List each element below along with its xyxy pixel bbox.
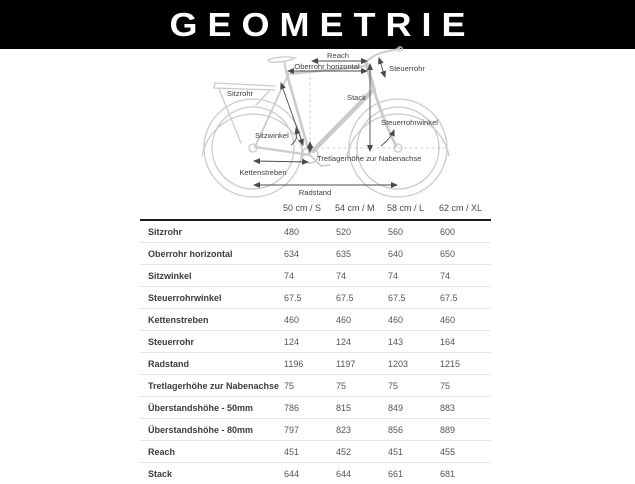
table-row <box>140 265 491 287</box>
table-row <box>140 331 491 353</box>
cell-value: 75 <box>439 375 491 397</box>
cell-value: 124 <box>283 331 335 353</box>
cell-value: 634 <box>283 243 335 265</box>
page-title: GEOMETRIE <box>159 5 475 44</box>
table-row <box>140 220 491 243</box>
cell-value: 1196 <box>283 353 335 375</box>
cell-value: 455 <box>439 441 491 463</box>
cell-value: 164 <box>439 331 491 353</box>
cell-value: 883 <box>439 397 491 419</box>
cell-value: 452 <box>335 441 387 463</box>
cell-value: 75 <box>283 375 335 397</box>
label-sitzwinkel: Sitzwinkel <box>255 131 289 140</box>
row-label: Stack <box>140 463 283 484</box>
cell-value: 460 <box>283 309 335 331</box>
table-row <box>140 463 491 484</box>
cell-value: 650 <box>439 243 491 265</box>
cell-value: 1203 <box>387 353 439 375</box>
column-header: 54 cm / M <box>335 196 387 220</box>
label-tretlagerhoehe: Tretlagerhöhe zur Nabenachse <box>317 154 421 163</box>
cell-value: 600 <box>439 220 491 243</box>
row-label: Sitzrohr <box>140 220 283 243</box>
row-label: Sitzwinkel <box>140 265 283 287</box>
row-label: Tretlagerhöhe zur Nabenachse <box>140 375 283 397</box>
label-reach: Reach <box>327 51 349 60</box>
row-label: Überstandshöhe - 50mm <box>140 397 283 419</box>
row-label: Reach <box>140 441 283 463</box>
label-oberrohr-horizontal: Oberrohr horizontal <box>294 62 360 71</box>
cell-value: 74 <box>283 265 335 287</box>
cell-value: 460 <box>335 309 387 331</box>
cell-value: 797 <box>283 419 335 441</box>
cell-value: 460 <box>439 309 491 331</box>
table-row <box>140 243 491 265</box>
cell-value: 560 <box>387 220 439 243</box>
table-row <box>140 309 491 331</box>
column-header-empty <box>140 196 283 220</box>
table-row <box>140 375 491 397</box>
cell-value: 849 <box>387 397 439 419</box>
row-label: Radstand <box>140 353 283 375</box>
cell-value: 67.5 <box>439 287 491 309</box>
row-label: Oberrohr horizontal <box>140 243 283 265</box>
bike-geometry-diagram <box>185 45 480 205</box>
table-row <box>140 441 491 463</box>
cell-value: 67.5 <box>283 287 335 309</box>
cell-value: 74 <box>335 265 387 287</box>
bike-diagram-svg <box>185 45 480 205</box>
cell-value: 75 <box>335 375 387 397</box>
cell-value: 823 <box>335 419 387 441</box>
cell-value: 644 <box>335 463 387 484</box>
label-steuerrohrwinkel: Steuerrohrwinkel <box>381 118 438 127</box>
cell-value: 1215 <box>439 353 491 375</box>
column-header: 50 cm / S <box>283 196 335 220</box>
column-header: 58 cm / L <box>387 196 439 220</box>
cell-value: 124 <box>335 331 387 353</box>
column-header: 62 cm / XL <box>439 196 491 220</box>
row-label: Steuerrohrwinkel <box>140 287 283 309</box>
cell-value: 661 <box>387 463 439 484</box>
cell-value: 815 <box>335 397 387 419</box>
row-label: Steuerrohr <box>140 331 283 353</box>
label-steuerrohr: Steuerrohr <box>389 64 425 73</box>
cell-value: 640 <box>387 243 439 265</box>
cell-value: 644 <box>283 463 335 484</box>
row-label: Überstandshöhe - 80mm <box>140 419 283 441</box>
cell-value: 856 <box>387 419 439 441</box>
label-kettenstreben: Kettenstreben <box>239 168 286 177</box>
label-sitzrohr: Sitzrohr <box>227 89 254 98</box>
cell-value: 451 <box>387 441 439 463</box>
table-row <box>140 419 491 441</box>
cell-value: 1197 <box>335 353 387 375</box>
geometry-table-body <box>140 220 491 484</box>
cell-value: 635 <box>335 243 387 265</box>
label-radstand: Radstand <box>299 188 332 197</box>
cell-value: 74 <box>439 265 491 287</box>
geometry-table-head-row <box>140 196 491 220</box>
cell-value: 67.5 <box>387 287 439 309</box>
cell-value: 460 <box>387 309 439 331</box>
cell-value: 889 <box>439 419 491 441</box>
label-stack: Stack <box>347 93 366 102</box>
cell-value: 681 <box>439 463 491 484</box>
cell-value: 520 <box>335 220 387 243</box>
cell-value: 75 <box>387 375 439 397</box>
cell-value: 480 <box>283 220 335 243</box>
cell-value: 143 <box>387 331 439 353</box>
table-row <box>140 397 491 419</box>
header-bar <box>0 0 635 49</box>
table-row <box>140 287 491 309</box>
geometry-table-container <box>140 196 490 484</box>
row-label: Kettenstreben <box>140 309 283 331</box>
construction-lines <box>305 66 448 155</box>
cell-value: 451 <box>283 441 335 463</box>
geometry-table <box>140 196 491 484</box>
cell-value: 786 <box>283 397 335 419</box>
cell-value: 74 <box>387 265 439 287</box>
table-row <box>140 353 491 375</box>
cell-value: 67.5 <box>335 287 387 309</box>
